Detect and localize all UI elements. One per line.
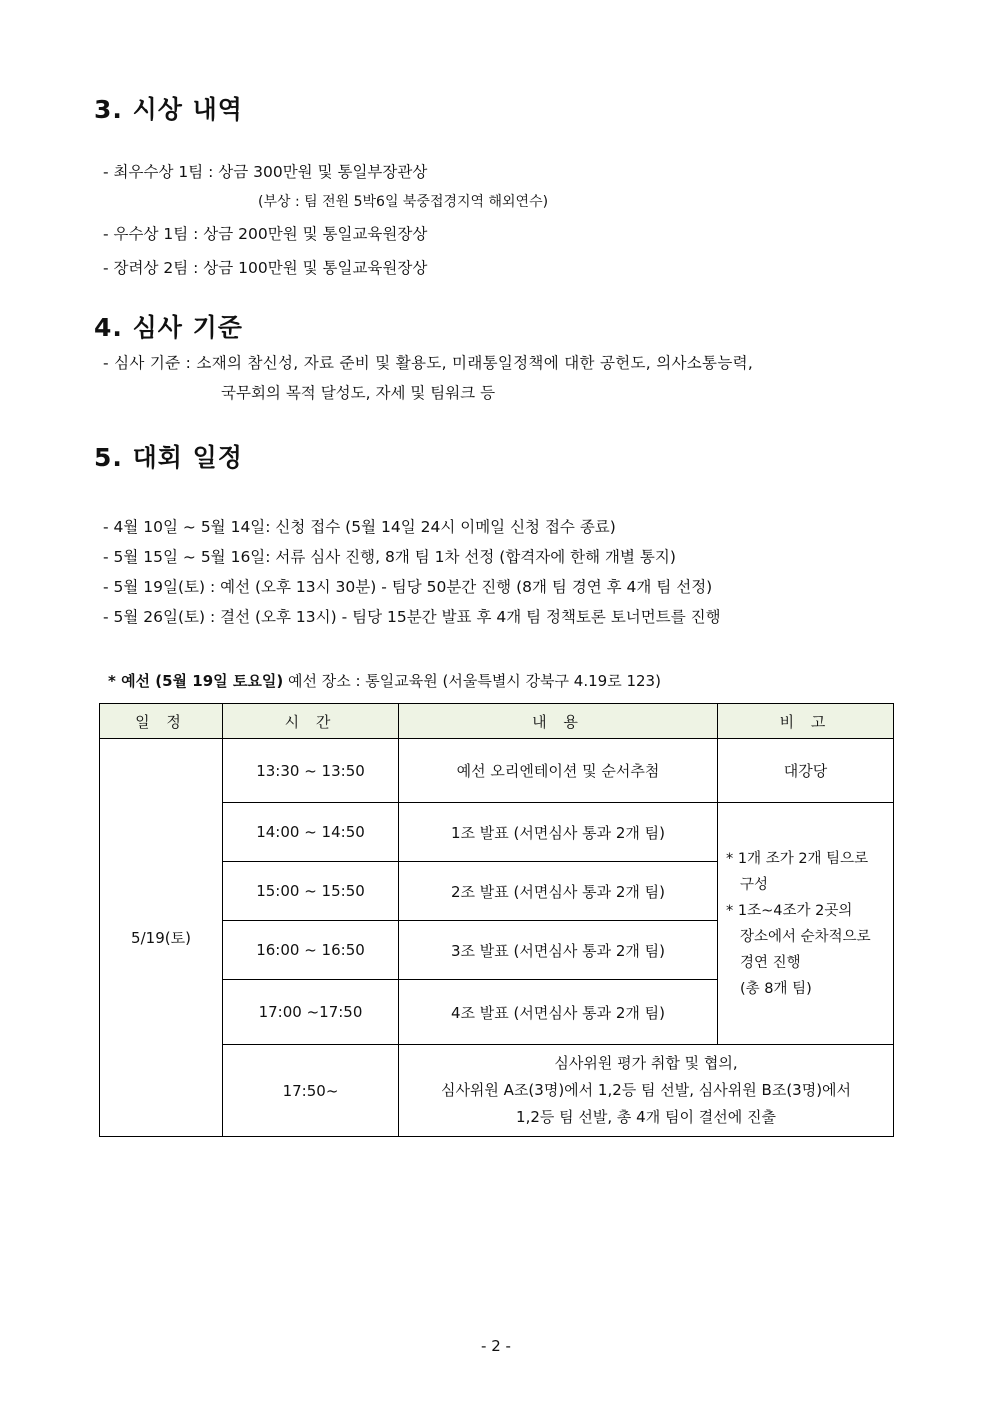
prelim-schedule-table: [99, 703, 894, 1137]
schedule-item-1: - 4월 10일 ~ 5월 14일: 신청 접수 (5월 14일 24시 이메일 신청 접수 종료): [103, 518, 616, 536]
table-row: [100, 739, 894, 803]
group-note-line-6: (총 8개 팀): [740, 980, 812, 997]
group-note-line-5: 경연 진행: [740, 954, 801, 971]
prelim-label-bold: * 예선 (5월 19일 토요일): [108, 672, 284, 690]
final-line-2: 심사위원 A조(3명)에서 1,2등 팀 선발, 심사위원 B조(3명)에서: [440, 1081, 852, 1099]
section-4-title: 4. 심사 기준: [94, 313, 243, 342]
group-note-line-3: * 1조~4조가 2곳의: [726, 902, 853, 919]
prelim-venue: 예선 장소 : 통일교육원 (서울특별시 강북구 4.19로 123): [283, 672, 661, 690]
content-cell: 1조 발표 (서면심사 통과 2개 팀): [399, 803, 718, 862]
final-line-1: 심사위원 평가 취합 및 협의,: [554, 1054, 738, 1072]
schedule-item-3: - 5월 19일(토) : 예선 (오후 13시 30분) - 팀당 50분간 진행 (8개 팀 경연 후 4개 팀 선정): [103, 578, 713, 596]
schedule-item-4: - 5월 26일(토) : 결선 (오후 13시) - 팀당 15분간 발표 후 4개 팀 정책토론 토너먼트를 진행: [103, 608, 721, 626]
award-item-2: - 우수상 1팀 : 상금 200만원 및 통일교육원장상: [103, 225, 428, 243]
section-3-title: 3. 시상 내역: [94, 95, 243, 124]
award-item-1-note: (부상 : 팀 전원 5박6일 북중접경지역 해외연수): [258, 194, 549, 210]
header-date: 일 정: [100, 704, 223, 739]
final-selection-cell: [399, 1045, 894, 1137]
group-note-line-4: 장소에서 순차적으로: [740, 928, 871, 945]
final-line-3: 1,2등 팀 선발, 총 4개 팀이 결선에 진출: [516, 1108, 776, 1126]
content-cell: 3조 발표 (서면심사 통과 2개 팀): [399, 921, 718, 980]
award-item-1: - 최우수상 1팀 : 상금 300만원 및 통일부장관상: [103, 163, 428, 181]
note-cell: 대강당: [718, 739, 894, 803]
award-item-3: - 장려상 2팀 : 상금 100만원 및 통일교육원장상: [103, 259, 428, 277]
time-cell: 17:00 ~17:50: [223, 980, 399, 1045]
prelim-label: [108, 670, 661, 691]
content-cell: 2조 발표 (서면심사 통과 2개 팀): [399, 862, 718, 921]
time-cell: 14:00 ~ 14:50: [223, 803, 399, 862]
page-number: - 2 -: [481, 1337, 511, 1355]
content-cell: 예선 오리엔테이션 및 순서추첨: [399, 739, 718, 803]
header-time: 시 간: [223, 704, 399, 739]
section-5-title: 5. 대회 일정: [94, 443, 243, 472]
criteria-line-2: 국무회의 목적 달성도, 자세 및 팀워크 등: [221, 384, 496, 402]
group-note-cell: [718, 803, 894, 1045]
header-content: 내 용: [399, 704, 718, 739]
schedule-item-2: - 5월 15일 ~ 5월 16일: 서류 심사 진행, 8개 팀 1차 선정 (합격자에 한해 개별 통지): [103, 548, 676, 566]
date-cell: 5/19(토): [100, 739, 223, 1137]
criteria-line-1: - 심사 기준 : 소재의 참신성, 자료 준비 및 활용도, 미래통일정책에 대한 공헌도, 의사소통능력,: [103, 354, 754, 372]
header-note: 비 고: [718, 704, 894, 739]
time-cell: 16:00 ~ 16:50: [223, 921, 399, 980]
time-cell: 15:00 ~ 15:50: [223, 862, 399, 921]
group-note-line-1: * 1개 조가 2개 팀으로: [726, 850, 869, 867]
group-note-line-2: 구성: [740, 876, 769, 893]
time-cell: 13:30 ~ 13:50: [223, 739, 399, 803]
time-cell: 17:50~: [223, 1045, 399, 1137]
table-header-row: [100, 704, 894, 739]
content-cell: 4조 발표 (서면심사 통과 2개 팀): [399, 980, 718, 1045]
